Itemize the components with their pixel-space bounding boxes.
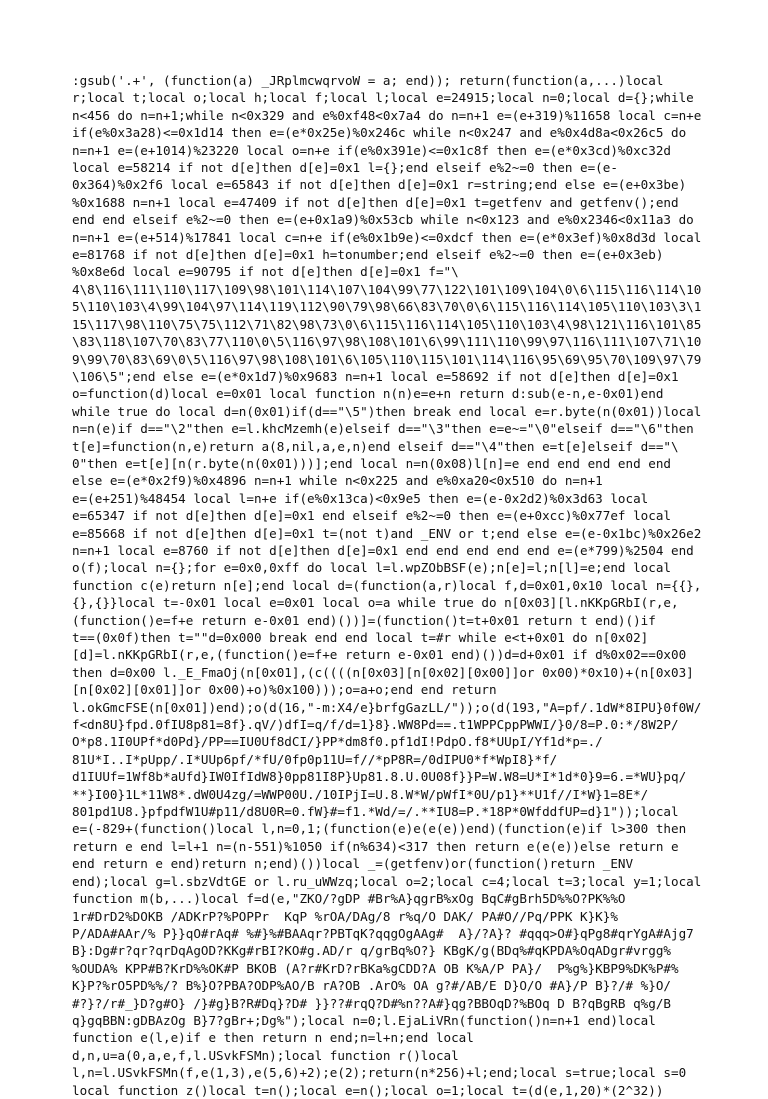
code-line: P/ADA#AAr/% P}}qO#rAq# %#}%#BAAqr?PBTqK?qqgOgAAg# A}/?A}? #qqq>O#}qPg8#qrYgA#Ajg7 [72, 925, 694, 941]
code-line: function m(b,...)local f=d(e,"ZKO/?gDP #Br%A}qgrB%xOg BqC#gBrh5D%%O?PK%%O [72, 891, 626, 907]
code-line: if(e%0x3a28)<=0x1d14 then e=(e*0x25e)%0x246c while n<0x247 and e%0x4d8a<0x26c5 do [72, 125, 687, 141]
code-line: e=81768 if not d[e]then d[e]=0x1 h=tonumber;end elseif e%2~=0 then e=(e+0x3eb) [72, 247, 664, 263]
code-line: :gsub('.+', (function(a) _JRplmcwqrvoW = a; end)); return(function(a,...)local [72, 73, 664, 88]
code-line: {},{}}local t=-0x01 local e=0x01 local o=a while true do n[0x03][l.nKKpGRbI(r,e, [72, 595, 679, 611]
code-line: local e=58214 if not d[e]then d[e]=0x1 l={};end elseif e%2~=0 then e=(e- [72, 160, 618, 176]
code-line: O*p8.1I0UPf*d0Pd}/PP==IU0Uf8dCI/}PP*dm8f0.pf1dI!PdpO.f8*UUpI/Yf1d*p=./ [72, 734, 603, 750]
code-line: f<dn8U}fpd.0fIU8p81=8f}.qV/)dfI=q/f/d=1}8}.WW8Pd==.t1WPPCppPWWI/}0/8=P.0:*/8W2P/ [72, 717, 679, 733]
code-text-block [72, 72, 702, 1099]
code-line: **}I00}1L*11W8*.dW0U4zg/=WWP00U./10IPjI=U.8.W*W/pWfI*0U/p1}**U1f//I*W}1=8E*/ [72, 786, 649, 802]
code-line: l.okGmcFSE(n[0x01])end);o(d(16,"-m:X4/e}brfgGazLL/"));o(d(193,"A=pf/.1dW*8IPU}0f0W/ [72, 699, 702, 715]
code-line: 0"then e=t[e][n(r.byte(n(0x01)))];end local n=n(0x08)l[n]=e end end end end end [72, 455, 671, 471]
code-line: 9\99\70\83\69\0\5\116\97\98\108\101\6\105\110\115\101\114\116\95\69\95\70\109\97\79 [72, 351, 702, 367]
code-line: end end elseif e%2~=0 then e=(e+0x1a9)%0x53cb while n<0x123 and e%0x2346<0x11a3 do [72, 212, 694, 228]
code-line: e=(-829+(function()local l,n=0,1;(function(e)e(e(e))end)(function(e)if l>300 then [72, 821, 687, 837]
code-line: 0x364)%0x2f6 local e=65843 if not d[e]then d[e]=0x1 r=string;end else e=(e+0x3be) [72, 177, 687, 193]
code-line: l,n=l.USvkFSMn(f,e(1,3),e(5,6)+2);e(2);return(n*256)+l;end;local s=true;local s=0 [72, 1065, 687, 1081]
code-line: end);local g=l.sbzVdtGE or l.ru_uWWzq;local o=2;local c=4;local t=3;local y=1;local [72, 873, 702, 889]
code-line: o=function(d)local e=0x01 local function n(n)e=e+n return d:sub(e-n,e-0x01)end [72, 386, 664, 402]
code-line: return e end l=l+1 n=(n-551)%1050 if(n%634)<317 then return e(e(e))else return e [72, 838, 679, 854]
code-line: 15\117\98\110\75\75\112\71\82\98\73\0\6\115\116\114\105\110\103\4\98\121\116\101\85 [72, 316, 702, 332]
code-line: [n[0x02][0x01]]or 0x00)+o)%0x100)));o=a+o;end end return [72, 682, 497, 698]
code-line: r;local t;local o;local h;local f;local l;local e=24915;local n=0;local d={};while [72, 90, 694, 106]
code-line: (function()e=f+e return e-0x01 end)())]=(function()t=t+0x01 return t end)()if [72, 612, 656, 628]
code-line: d1IUUf=1Wf8b*aUfd}IW0IfIdW8}0pp81I8P}Up81.8.U.0U08f}}P=W.W8=U*I*1d*0}9=6.=*WU}pq/ [72, 769, 687, 785]
code-line: local function z()local t=n();local e=n();local o=1;local t=(d(e,1,20)*(2^32)) [72, 1082, 664, 1098]
code-line: o(f);local n={};for e=0x0,0xff do local l=l.wpZObBSF(e);n[e]=l;n[l]=e;end local [72, 560, 671, 576]
code-line: 81U*I..I*pUpp/.I*UUp6pf/*fU/0fp0p11U=f//*pP8R=/0dIPU0*f*WpI8}*f/ [72, 751, 558, 767]
code-line: e=85668 if not d[e]then d[e]=0x1 t=(not t)and _ENV or t;end else e=(e-0x1bc)%0x26e2 [72, 525, 702, 541]
code-line: n=n+1 local e=8760 if not d[e]then d[e]=0x1 end end end end end e=(e*799)%2504 end [72, 542, 694, 558]
code-line: then d=0x00 l._E_FmaOj(n[0x01],(c((((n[0x03][n[0x02][0x00]]or 0x00)*0x10)+(n[0x03] [72, 664, 694, 680]
code-line: function e(l,e)if e then return n end;n=l+n;end local [72, 1030, 474, 1046]
code-line: n=n+1 e=(e+1014)%23220 local o=n+e if(e%0x391e)<=0x1c8f then e=(e*0x3cd)%0xc32d [72, 142, 671, 158]
code-line: while true do local d=n(0x01)if(d=="\5")then break end local e=r.byte(n(0x01))local [72, 403, 702, 419]
code-line: %OUDA% KPP#B?KrD%%OK#P BKOB (A?r#KrD?rBKa%gCDD?A OB K%A/P PA}/ P%g%}KBP9%DK%P#% [72, 960, 679, 976]
code-line: B}:Dg#r?qr?qrDqAgOD?KKg#rBI?KO#g.AD/r q/grBq%O?} KBgK/g(BDq%#qKPDA%OqADgr#vrgg% [72, 943, 671, 959]
code-line: [d]=l.nKKpGRbI(r,e,(function()e=f+e return e-0x01 end)())d=d+0x01 if d%0x02==0x00 [72, 647, 687, 663]
code-line: \83\118\107\70\83\77\110\0\5\116\97\98\108\101\6\99\111\110\99\97\116\111\107\71\10 [72, 334, 702, 350]
code-line: %0x1688 n=n+1 local e=47409 if not d[e]then d[e]=0x1 t=getfenv and getfenv();end [72, 194, 679, 210]
code-line: else e=(e*0x2f9)%0x4896 n=n+1 while n<0x225 and e%0xa20<0x510 do n=n+1 [72, 473, 603, 489]
code-line: function c(e)return n[e];end local d=(function(a,r)local f,d=0x01,0x10 local n={{}, [72, 577, 702, 593]
code-line: 5\110\103\4\99\104\97\114\119\112\90\79\98\66\83\70\0\6\115\116\114\105\110\103\3\1 [72, 299, 702, 315]
code-line: e=(e+251)%48454 local l=n+e if(e%0x13ca)<0x9e5 then e=(e-0x2d2)%0x3d63 local [72, 490, 649, 506]
code-line: 801pd1U8.}pfpdfW1U#p11/d8U0R=0.fW}#=f1.*Wd/=/.**IU8=P.*18P*0WfddfUP=d}1"));local [72, 804, 679, 820]
code-line: #?}?/r#_}D?g#O} /}#g}B?R#Dq}?D# }}??#rqQ?D#%n??A#}qg?BBOqD?%BOq D B?qBgRB q%g/B [72, 995, 671, 1011]
code-line: n=n+1 e=(e+514)%17841 local c=n+e if(e%0x1b9e)<=0xdcf then e=(e*0x3ef)%0x8d3d local [72, 229, 702, 245]
document-page [72, 72, 702, 1098]
code-line: q}gqBBN:gDBAzOg B}7?gBr+;Dg%");local n=0;l.EjaLiVRn(function()n=n+1 end)local [72, 1012, 656, 1028]
code-line: \106\5";end else e=(e*0x1d7)%0x9683 n=n+1 local e=58692 if not d[e]then d[e]=0x1 [72, 368, 679, 384]
code-line: t[e]=function(n,e)return a(8,nil,a,e,n)end elseif d=="\4"then e=t[e]elseif d=="\ [72, 438, 679, 454]
code-line: d,n,u=a(0,a,e,f,l.USvkFSMn);local function r()local [72, 1047, 459, 1063]
code-line: %0x8e6d local e=90795 if not d[e]then d[e]=0x1 f="\ [72, 264, 459, 280]
code-line: e=65347 if not d[e]then d[e]=0x1 end elseif e%2~=0 then e=(e+0xcc)%0x77ef local [72, 508, 671, 524]
code-line: 1r#DrD2%DOKB /ADKrP?%POPPr KqP %rOA/DAg/8 r%q/O DAK/ PA#O//Pq/PPK K}K}% [72, 908, 618, 924]
code-line: end return e end)return n;end)())local _=(getfenv)or(function()return _ENV [72, 856, 634, 872]
code-line: 4\8\116\111\110\117\109\98\101\114\107\104\99\77\122\101\109\104\0\6\115\116\114\10 [72, 281, 702, 297]
code-line: t==(0x0f)then t=""d=0x000 break end end local t=#r while e<t+0x01 do n[0x02] [72, 630, 649, 645]
code-line: K}P?%rO5PD%%/? B%}O?PBA?ODP%AO/B rA?OB .ArO% OA g?#/AB/E D}O/O #A}/P B}?/# %}O/ [72, 978, 671, 994]
code-line: n<456 do n=n+1;while n<0x329 and e%0xf48<0x7a4 do n=n+1 e=(e+319)%11658 local c=n+e [72, 107, 702, 123]
code-line: n=n(e)if d=="\2"then e=l.khcMzemh(e)elseif d=="\3"then e=e~="\0"elseif d=="\6"then [72, 421, 694, 437]
